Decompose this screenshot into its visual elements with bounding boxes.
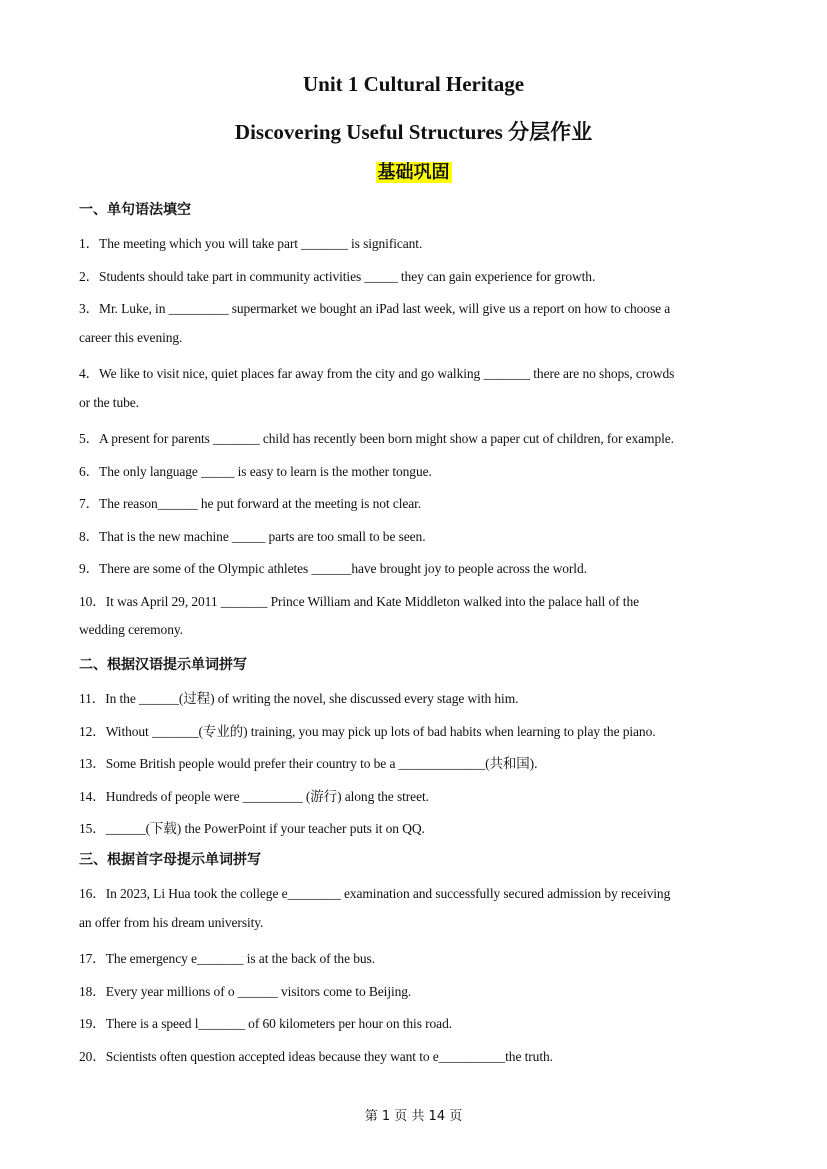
section-heading-initial-letters: 三、根据首字母提示单词拼写: [79, 852, 261, 868]
exercise-line: wedding ceremony.: [79, 622, 183, 637]
exercise-line: 11．In the ______(过程) of writing the novel, she discussed every stage with him.: [79, 691, 519, 706]
exercise-line: 18．Every year millions of o ______ visitors come to Beijing.: [79, 984, 412, 999]
exercise-line: 2．Students should take part in community activities _____ they can gain experience for growth.: [79, 269, 596, 284]
section-heading-grammar: 一、单句语法填空: [79, 202, 191, 218]
exercise-line: 7．The reason______ he put forward at the meeting is not clear.: [79, 496, 422, 511]
exercise-line: 3．Mr. Luke, in _________ supermarket we bought an iPad last week, will give us a report on how to choose a: [79, 301, 671, 316]
exercise-line: 17．The emergency e_______ is at the back of the bus.: [79, 951, 375, 966]
exercise-line: 14．Hundreds of people were _________ (游行) along the street.: [79, 789, 429, 804]
document-title: Unit 1 Cultural Heritage: [302, 72, 525, 96]
exercise-line: 5．A present for parents _______ child has recently been born might show a paper cut of children, for example.: [79, 431, 674, 446]
exercise-line: 10．It was April 29, 2011 _______ Prince William and Kate Middleton walked into the palace hall of the: [79, 594, 639, 609]
exercise-line: 16．In 2023, Li Hua took the college e________ examination and successfully secured admission by receiving: [79, 886, 671, 901]
document-subtitle: Discovering Useful Structures 分层作业: [234, 120, 593, 144]
exercise-line: 13．Some British people would prefer their country to be a _____________(共和国).: [79, 756, 538, 771]
exercise-line: 9．There are some of the Olympic athletes ______have brought joy to people across the world.: [79, 561, 587, 576]
exercise-line: or the tube.: [79, 395, 139, 410]
exercise-line: 12．Without _______(专业的) training, you may pick up lots of bad habits when learning to play the piano.: [79, 724, 656, 739]
exercise-line: 4．We like to visit nice, quiet places far away from the city and go walking _______ there are no shops, crowds: [79, 366, 675, 381]
exercise-line: 15．______(下载) the PowerPoint if your teacher puts it on QQ.: [79, 821, 425, 836]
exercise-line: 6．The only language _____ is easy to learn is the mother tongue.: [79, 464, 432, 479]
exercise-line: 1．The meeting which you will take part _______ is significant.: [79, 236, 423, 251]
level-label-wrap: [0, 158, 827, 184]
section-heading-chinese-hints: 二、根据汉语提示单词拼写: [79, 657, 247, 673]
exercise-line: 8．That is the new machine _____ parts are too small to be seen.: [79, 529, 426, 544]
level-label: 基础巩固: [377, 162, 450, 183]
exercise-line: 19．There is a speed l_______ of 60 kilometers per hour on this road.: [79, 1016, 452, 1031]
exercise-line: an offer from his dream university.: [79, 915, 264, 930]
exercise-line: career this evening.: [79, 330, 183, 345]
page-number: 第 1 页 共 14 页: [364, 1109, 463, 1124]
exercise-line: 20．Scientists often question accepted ideas because they want to e__________the truth.: [79, 1049, 553, 1064]
